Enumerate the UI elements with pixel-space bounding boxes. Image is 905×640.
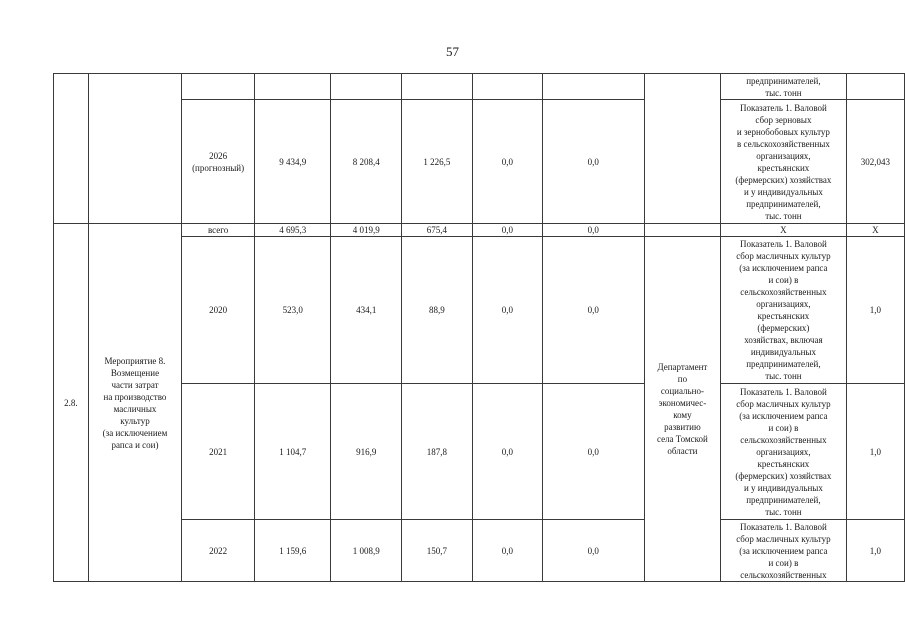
program-table [53, 73, 905, 582]
federal-cell: 1 008,9 [331, 520, 402, 582]
empty-cell [182, 74, 255, 100]
empty-code-cell [54, 74, 89, 224]
other-cell: 0,0 [542, 237, 644, 384]
year-cell: 2021 [182, 384, 255, 520]
indicator-value-cell: 1,0 [846, 237, 904, 384]
table-row [54, 100, 905, 224]
indicator-text: Показатель 1. Валовой сбор масличных культур (за исключением рапса и сои) в сельскохозяйственных [736, 521, 831, 580]
indicator-value-cell: 302,043 [846, 100, 904, 224]
local-cell: 0,0 [472, 224, 542, 237]
local-cell: 0,0 [472, 237, 542, 384]
indicator-cell [721, 384, 847, 520]
federal-cell: 434,1 [331, 237, 402, 384]
empty-cell [542, 74, 644, 100]
indicator-text: Показатель 1. Валовой сбор зерновых и зернобобовых культур в сельскохозяйственных организациях, крестьянских (фермерских) хозяйствах и у индивидуальных предпринимателей, тыс. тонн [735, 102, 832, 221]
indicator-text: Показатель 1. Валовой сбор масличных культур (за исключением рапса и сои) в сельскохозяйственных организациях, крестьянских (фермерских) хозяйствах, включая индивидуальных предпринимателей, тыс. тонн [736, 239, 831, 381]
year-cell [182, 100, 255, 224]
other-cell: 0,0 [542, 520, 644, 582]
indicator-value-cell: 1,0 [846, 384, 904, 520]
table-row [54, 224, 905, 237]
federal-cell: 916,9 [331, 384, 402, 520]
empty-cell [472, 74, 542, 100]
regional-cell: 187,8 [402, 384, 473, 520]
empty-cell [255, 74, 331, 100]
table-row [54, 384, 905, 520]
empty-cell [846, 74, 904, 100]
total-cell: 9 434,9 [255, 100, 331, 224]
page-number: 57 [446, 44, 459, 59]
regional-cell: 1 226,5 [402, 100, 473, 224]
year-cell: 2022 [182, 520, 255, 582]
year-cell: всего [182, 224, 255, 237]
event-code-cell: 2.8. [54, 224, 89, 582]
year-text: 2026 (прогнозный) [192, 150, 245, 173]
regional-cell: 88,9 [402, 237, 473, 384]
department-cell [644, 237, 720, 582]
table-row [54, 237, 905, 384]
department-text: Департамент по социально- экономичес- кому развитию села Томской области [656, 362, 708, 456]
indicator-cell [721, 237, 847, 384]
table-row [54, 74, 905, 100]
empty-department-cell [644, 74, 720, 224]
other-cell: 0,0 [542, 224, 644, 237]
local-cell: 0,0 [472, 100, 542, 224]
empty-cell [331, 74, 402, 100]
total-cell: 1 104,7 [255, 384, 331, 520]
federal-cell: 4 019,9 [331, 224, 402, 237]
indicator-text: Показатель 1. Валовой сбор масличных культур (за исключением рапса и сои) в сельскохозяйственных организациях, крестьянских (фермерских) хозяйствах и у индивидуальных предпринимателей, тыс. тонн [735, 386, 832, 517]
indicator-text: предпринимателей, тыс. тонн [746, 75, 821, 98]
regional-cell: 150,7 [402, 520, 473, 582]
indicator-cell [721, 520, 847, 582]
event-name-cell [88, 224, 181, 582]
empty-department-cell [644, 224, 720, 237]
event-name-text: Мероприятие 8. Возмещение части затрат на производство масличных культур (за исключением рапса и сои) [102, 355, 168, 450]
empty-cell [402, 74, 473, 100]
total-cell: 1 159,6 [255, 520, 331, 582]
indicator-cell [721, 74, 847, 100]
local-cell: 0,0 [472, 384, 542, 520]
local-cell: 0,0 [472, 520, 542, 582]
indicator-value-cell: 1,0 [846, 520, 904, 582]
empty-event-cell [88, 74, 181, 224]
indicator-cell: Х [721, 224, 847, 237]
total-cell: 4 695,3 [255, 224, 331, 237]
total-cell: 523,0 [255, 237, 331, 384]
table-row [54, 520, 905, 582]
year-cell: 2020 [182, 237, 255, 384]
indicator-value-cell: Х [846, 224, 904, 237]
indicator-cell [721, 100, 847, 224]
other-cell: 0,0 [542, 100, 644, 224]
regional-cell: 675,4 [402, 224, 473, 237]
other-cell: 0,0 [542, 384, 644, 520]
federal-cell: 8 208,4 [331, 100, 402, 224]
